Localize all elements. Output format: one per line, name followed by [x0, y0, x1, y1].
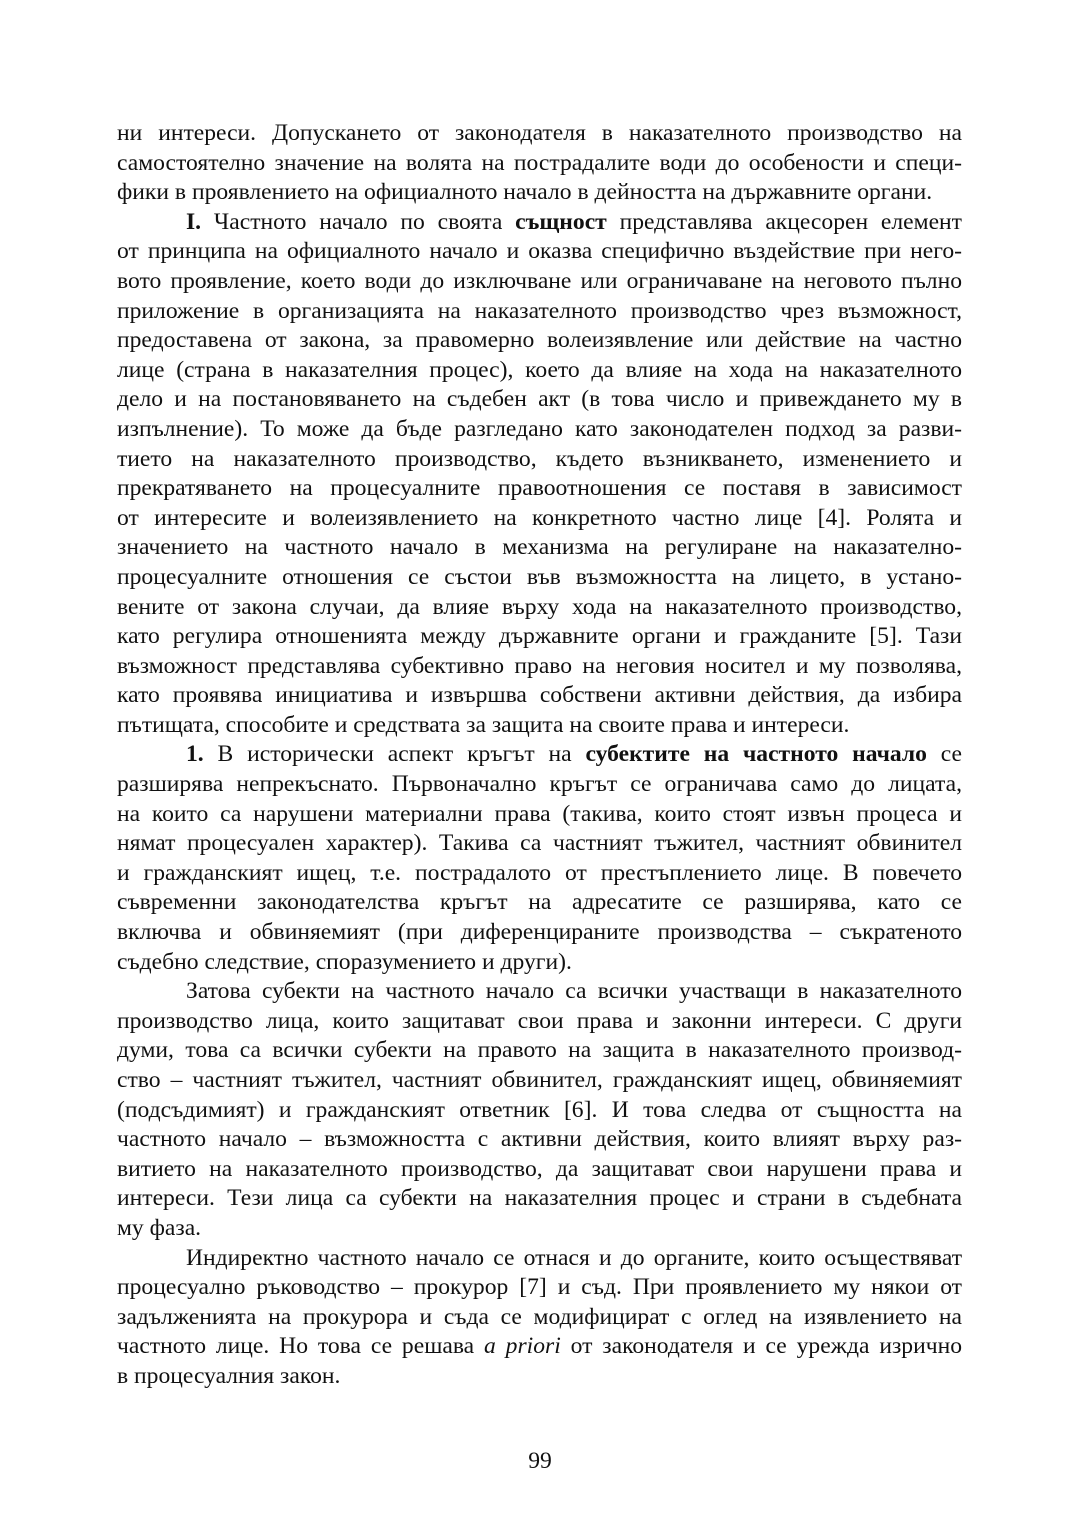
text-line: съвременни законодателства кръгът на адресатите се разширява, като се: [117, 889, 962, 916]
paragraph-continuation: [117, 119, 962, 208]
text-line: лице (страна в наказателния процес), което да влияе на хода на наказателното: [117, 356, 962, 383]
text-line: му фаза.: [117, 1214, 202, 1241]
paragraph-essence: [117, 208, 962, 741]
text-line: ни интереси. Допускането от законодателя в наказателното производство на: [117, 120, 962, 146]
text-line: като регулира отношенията между държавните органи и гражданите [5]. Тази: [117, 623, 962, 650]
text-line: (подсъдимият) и гражданският ответник [6]. И това следва от същността на: [117, 1096, 962, 1123]
paragraph-participants: [117, 977, 962, 1243]
paragraph-indirect: [117, 1244, 962, 1392]
text-line: пътищата, способите и средствата за защита на своите права и интереси.: [117, 711, 850, 738]
text-line: дело и на постановяването на съдебен акт (в това число и привеждането му в: [117, 386, 962, 413]
bold-term: субектите на частното начало: [585, 741, 927, 768]
italic-term: a priori: [484, 1333, 561, 1360]
text-line: процесуално ръководство – прокурор [7] и съд. При проявлението му някои от: [117, 1274, 962, 1301]
text-line: I. Частното начало по своята същност представлява акцесорен елемент: [186, 208, 962, 235]
text-line: в процесуалния закон.: [117, 1362, 341, 1389]
text-line: на които са нарушени материални права (такива, които стоят извън процеса и: [117, 800, 962, 827]
text-line: значението на частното начало в механизма на регулиране на наказателно-: [117, 534, 962, 561]
text-line: включва и обвиняемият (при диференцираните производства – съкратеното: [117, 919, 962, 946]
text-line: задълженията на прокурора и съда се модифицират с оглед на изявлението на: [117, 1303, 962, 1330]
text-line: от принципа на официалното начало и оказва специфично въздействие при него-: [117, 238, 962, 265]
text-line: интереси. Тези лица са субекти на наказателния процес и страни в съдебната: [117, 1185, 962, 1212]
section-number: 1.: [186, 741, 204, 768]
text-line: изпълнение). То може да бъде разгледано като законодателен подход за разви-: [117, 415, 962, 442]
text-line: вените от закона случаи, да влияе върху хода на наказателното производство,: [117, 593, 962, 620]
text-line: думи, това са всички субекти на правото на защита в наказателното производ-: [117, 1037, 962, 1064]
text-line: тието на наказателното производство, където възникването, изменението и: [117, 445, 962, 472]
text-line: от интересите и волеизявлението на конкретното частно лице [4]. Ролята и: [117, 504, 962, 531]
text-line: нямат процесуален характер). Такива са частният тъжител, частният обвинител: [117, 830, 962, 857]
paragraph-subjects: [117, 740, 962, 977]
section-number: I.: [186, 208, 202, 235]
document-page: [117, 119, 962, 1392]
text-line: приложение в организацията на наказателното производство чрез възможност,: [117, 297, 962, 324]
text-line: фики в проявлението на официалното начало в дейността на държавните органи.: [117, 179, 933, 206]
text-line: частното начало – възможността с активни действия, които влияят върху раз-: [117, 1126, 962, 1153]
text-line: предоставена от закона, за правомерно волеизявление или действие на частно: [117, 327, 962, 354]
text-line: вото проявление, което води до изключване или ограничаване на неговото пълно: [117, 267, 962, 294]
text-line: и гражданският ищец, т.е. пострадалото от престъплението лице. В повечето: [117, 859, 962, 886]
text-line: прекратяването на процесуалните правоотношения се поставя в зависимост: [117, 475, 962, 502]
text-line: като проявява инициатива и извършва собствени активни действия, да избира: [117, 682, 962, 709]
text-line: ство – частният тъжител, частният обвинител, гражданският ищец, обвиняемият: [117, 1067, 962, 1093]
text-line: Затова субекти на частното начало са всички участващи в наказателното: [186, 978, 962, 1005]
text-line: частното лице. Но това се решава a priori от законодателя и се урежда изрично: [117, 1333, 962, 1360]
text-line: процесуалните отношения се състои във възможността на лицето, в устано-: [117, 563, 962, 590]
text-line: Индиректно частното начало се отнася и до органите, които осъществяват: [186, 1244, 962, 1271]
text-line: самостоятелно значение на волята на пострадалите води до особености и специ-: [117, 149, 962, 176]
text-line: витието на наказателното производство, да защитават свои нарушени права и: [117, 1155, 962, 1182]
bold-term: същност: [515, 208, 607, 235]
text-line: възможност представлява субективно право на неговия носител и му позволява,: [117, 652, 962, 679]
page-number: 99: [528, 1448, 552, 1474]
text-line: разширява непрекъснато. Първоначално кръгът се ограничава само до лицата,: [117, 771, 962, 798]
text-line: съдебно следствие, споразумението и други).: [117, 948, 572, 975]
text-line: производство лица, които защитават свои права и законни интереси. С други: [117, 1007, 962, 1034]
text-line: 1. В исторически аспект кръгът на субектите на частното начало се: [186, 741, 963, 768]
